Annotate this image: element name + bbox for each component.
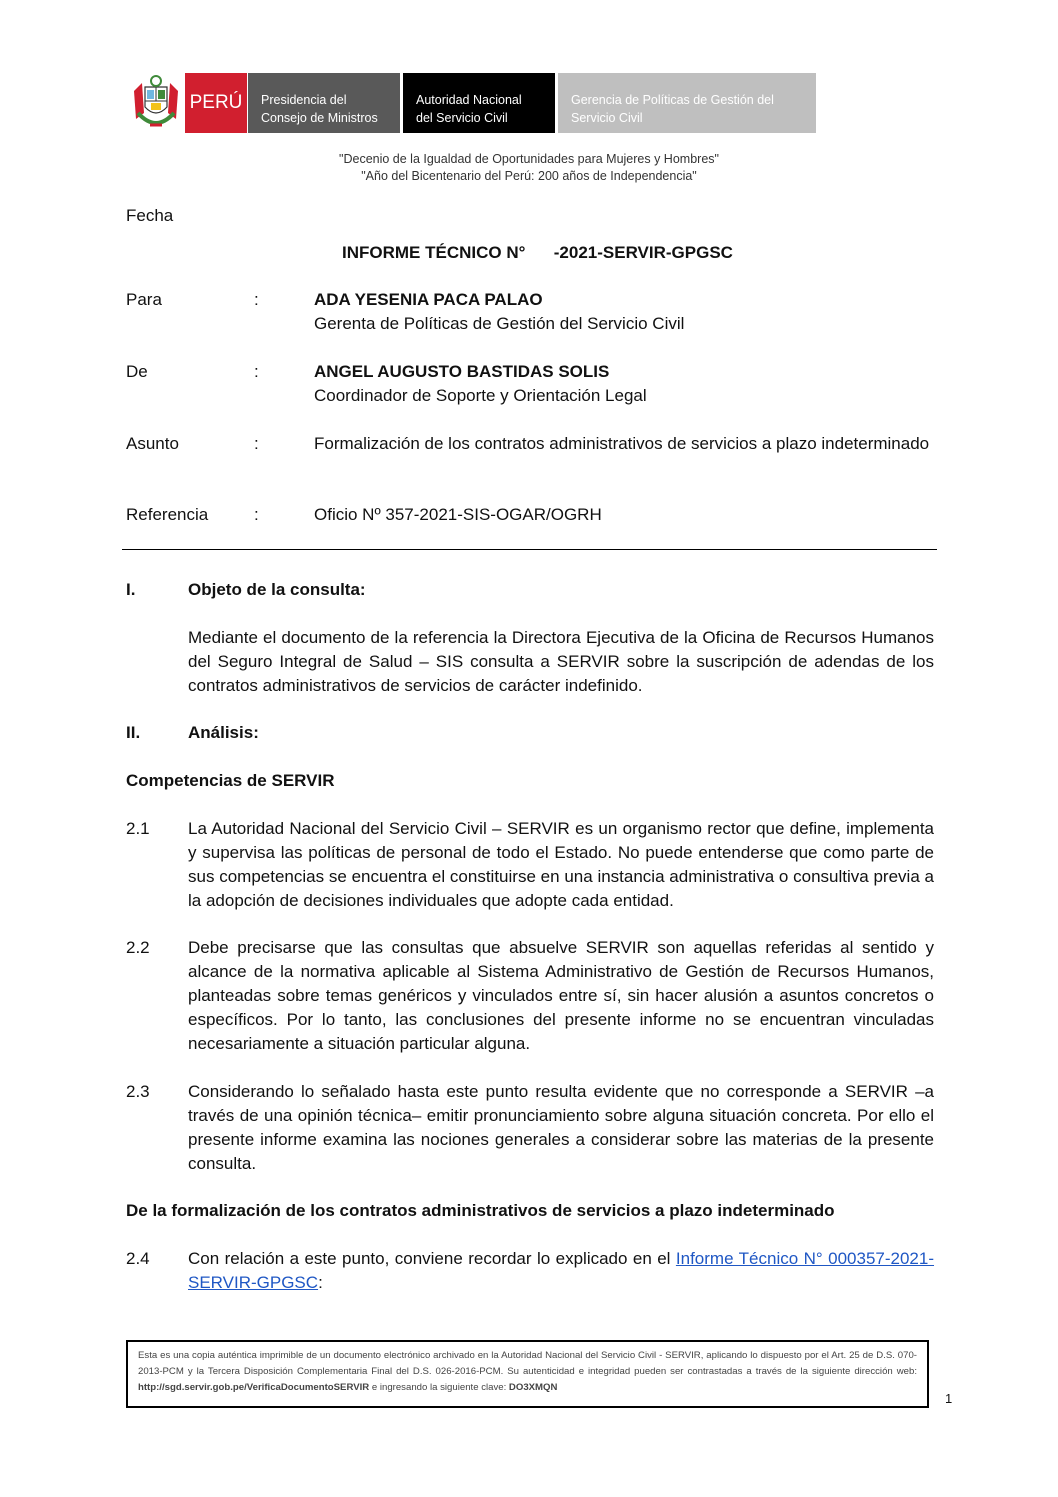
peru-logo: PERÚ	[185, 73, 247, 133]
para-role: Gerenta de Políticas de Gestión del Servicio Civil	[314, 314, 685, 333]
section-1-title: Objeto de la consulta:	[188, 580, 366, 599]
footer-text: Esta es una copia auténtica imprimible de un documento electrónico archivado en la Autoridad Nacional del Servicio Civil - SERVIR, aplicando lo dispuesto por el Art. 25 de D.S. 070-2013-PCM y la Tercera Disposición Complementaria Final del D.S. 026-2016-PCM. Su autenticidad e integridad pueden ser contrastadas a través de la siguiente dirección web:	[138, 1350, 917, 1377]
para-colon: :	[254, 290, 259, 309]
de-name: ANGEL AUGUSTO BASTIDAS SOLIS	[314, 362, 610, 381]
asunto-colon: :	[254, 434, 259, 453]
paragraph-2-1-number: 2.1	[126, 819, 150, 838]
footer-text-2: e ingresando la siguiente clave:	[369, 1382, 509, 1393]
paragraph-2-4-text: Con relación a este punto, conviene recordar lo explicado en el	[188, 1249, 676, 1268]
subheading-competencias: Competencias de SERVIR	[126, 771, 335, 790]
de-label: De	[126, 362, 148, 381]
section-2-number: II.	[126, 723, 141, 742]
para-name: ADA YESENIA PACA PALAO	[314, 290, 543, 309]
band-line: Presidencia del	[261, 93, 347, 107]
band-line: Autoridad Nacional	[416, 93, 522, 107]
authenticity-footer	[126, 1340, 929, 1408]
paragraph-2-1: La Autoridad Nacional del Servicio Civil – SERVIR es un organismo rector que define, implementa y supervisa las políticas de personal de todo el Estado. No puede entenderse que como parte de sus competencias se encuentra el constituirse en una instancia administrativa o consultiva previa a la adopción de decisiones individuales que adopte cada entidad.	[188, 819, 934, 910]
paragraph-2-3: Considerando lo señalado hasta este punto resulta evidente que no corresponde a SERVIR –a través de una opinión técnica– emitir pronunciamiento sobre alguna situación concreta. Por ello el presente informe examina las nociones generales a considerar sobre las materias de la presente consulta.	[188, 1082, 934, 1173]
band-presidencia	[248, 73, 400, 133]
page-number: 1	[945, 1391, 953, 1406]
document-title: INFORME TÉCNICO N° -2021-SERVIR-GPGSC	[342, 243, 733, 262]
section-1-number: I.	[126, 580, 136, 599]
band-servir	[403, 73, 555, 133]
paragraph-2-3-number: 2.3	[126, 1082, 150, 1101]
band-line: del Servicio Civil	[416, 111, 508, 125]
paragraph-2-4-number: 2.4	[126, 1249, 150, 1268]
paragraph-2-4	[188, 1247, 934, 1295]
paragraph-2-2-number: 2.2	[126, 938, 150, 957]
band-line: Gerencia de Políticas de Gestión del	[571, 93, 774, 107]
referencia-text: Oficio Nº 357-2021-SIS-OGAR/OGRH	[314, 505, 602, 524]
coat-of-arms-logo	[128, 73, 184, 135]
section-1-text: Mediante el documento de la referencia la Directora Ejecutiva de la Oficina de Recursos Humanos del Seguro Integral de Salud – SIS consulta a SERVIR sobre la suscripción de adendas de los contratos administrativos de servicios de carácter indefinido.	[188, 628, 934, 695]
de-colon: :	[254, 362, 259, 381]
header-divider	[122, 549, 937, 550]
fecha-label: Fecha	[126, 206, 174, 225]
band-line: Servicio Civil	[571, 111, 643, 125]
para-label: Para	[126, 290, 162, 309]
referencia-colon: :	[254, 505, 259, 524]
referencia-label: Referencia	[126, 505, 209, 524]
informe-tecnico-link[interactable]: Informe Técnico N° 000357-2021-SERVIR-GPGSC	[188, 1249, 935, 1292]
de-role: Coordinador de Soporte y Orientación Legal	[314, 386, 647, 405]
footer-url[interactable]: http://sgd.servir.gob.pe/VerificaDocumentoSERVIR	[138, 1382, 370, 1393]
footer-key: DO3XMQN	[508, 1382, 558, 1393]
slogan-decenio: "Decenio de la Igualdad de Oportunidades para Mujeres y Hombres"	[339, 152, 719, 166]
asunto-text: Formalización de los contratos administrativos de servicios a plazo indeterminado	[314, 434, 930, 453]
paragraph-2-4-end: :	[318, 1273, 323, 1292]
asunto-label: Asunto	[126, 434, 179, 453]
section-2-title: Análisis:	[188, 723, 259, 742]
paragraph-2-2: Debe precisarse que las consultas que absuelve SERVIR son aquellas referidas al sentido y alcance de la normativa aplicable al Sistema Administrativo de Gestión de Recursos Humanos, planteadas sobre temas genéricos y vinculados entre sí, sin hacer alusión a asuntos concretos o específicos. Por lo tanto, las conclusiones del presente informe no se encuentran vinculadas necesariamente a situación particular alguna.	[188, 938, 934, 1053]
band-line: Consejo de Ministros	[261, 111, 378, 125]
band-gerencia	[558, 73, 816, 133]
subheading-formalizacion: De la formalización de los contratos administrativos de servicios a plazo indeterminado	[126, 1201, 835, 1220]
slogan-bicentenario: "Año del Bicentenario del Perú: 200 años de Independencia"	[361, 169, 697, 183]
